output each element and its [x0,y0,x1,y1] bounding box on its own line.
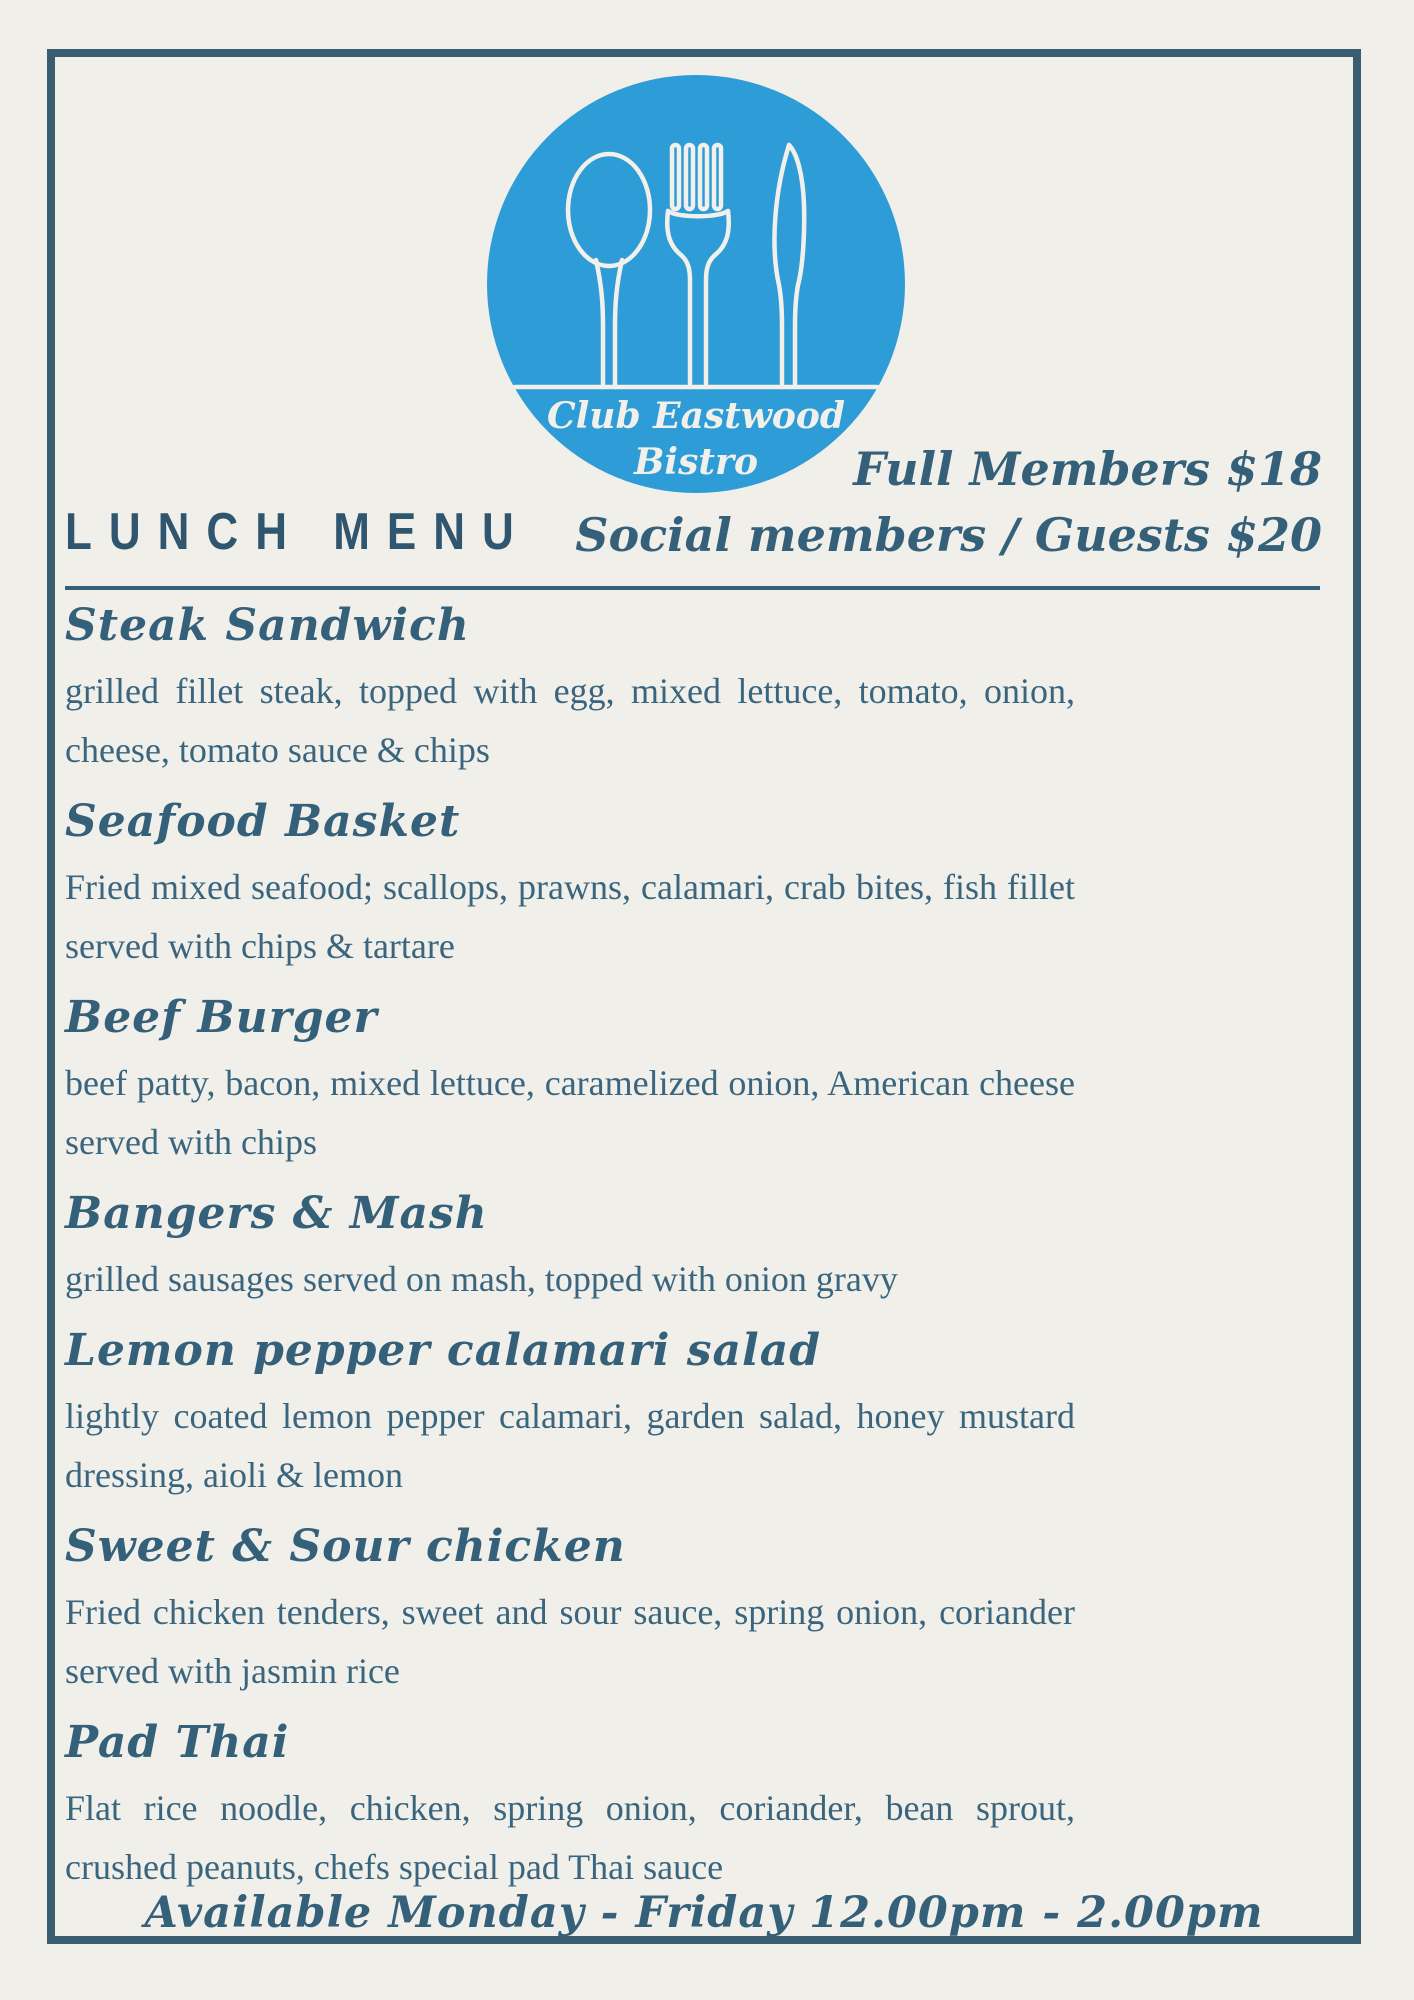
logo-name-line1: Club Eastwood [546,395,846,437]
price-full-members: Full Members $18 [853,442,1322,496]
menu-item-name: Bangers & Mash [65,1188,488,1239]
menu-item [65,1715,1320,1897]
menu-item-name: Beef Burger [65,992,378,1043]
logo-name-line2: Bistro [634,441,758,483]
menu-item-name: Pad Thai [65,1717,290,1768]
menu-item-description: Fried chicken tenders, sweet and sour sauce, spring onion, coriander served with jasmin rice [65,1592,1075,1691]
menu-item [65,1519,1320,1701]
menu-item [65,598,1320,780]
menu-item-description: grilled sausages served on mash, topped with onion gravy [65,1259,898,1299]
menu-item [65,1186,1320,1309]
page-title: LUNCH MENU [65,503,531,561]
menu-item-description: Flat rice noodle, chicken, spring onion, coriander, bean sprout, crushed peanuts, chefs special pad Thai sauce [65,1788,1075,1887]
menu-item-description: lightly coated lemon pepper calamari, garden salad, honey mustard dressing, aioli & lemon [65,1396,1075,1495]
price-social-guests: Social members / Guests $20 [575,508,1322,562]
bistro-logo [487,75,905,493]
menu-item-name: Sweet & Sour chicken [65,1521,626,1572]
menu-item [65,794,1320,976]
menu-item-name: Steak Sandwich [65,600,470,651]
header-divider [65,586,1320,590]
menu-item-description: Fried mixed seafood; scallops, prawns, calamari, crab bites, fish fillet served with chips & tartare [65,867,1075,966]
menu-item [65,1323,1320,1505]
availability-note: Available Monday - Friday 12.00pm - 2.00pm [144,1888,1264,1938]
menu-item-description: grilled fillet steak, topped with egg, mixed lettuce, tomato, onion, cheese, tomato sauce & chips [65,671,1075,770]
menu-item-name: Seafood Basket [65,796,461,847]
menu-list [65,598,1320,1911]
menu-item-name: Lemon pepper calamari salad [65,1325,822,1376]
menu-item-description: beef patty, bacon, mixed lettuce, caramelized onion, American cheese served with chips [65,1063,1075,1162]
menu-item [65,990,1320,1172]
